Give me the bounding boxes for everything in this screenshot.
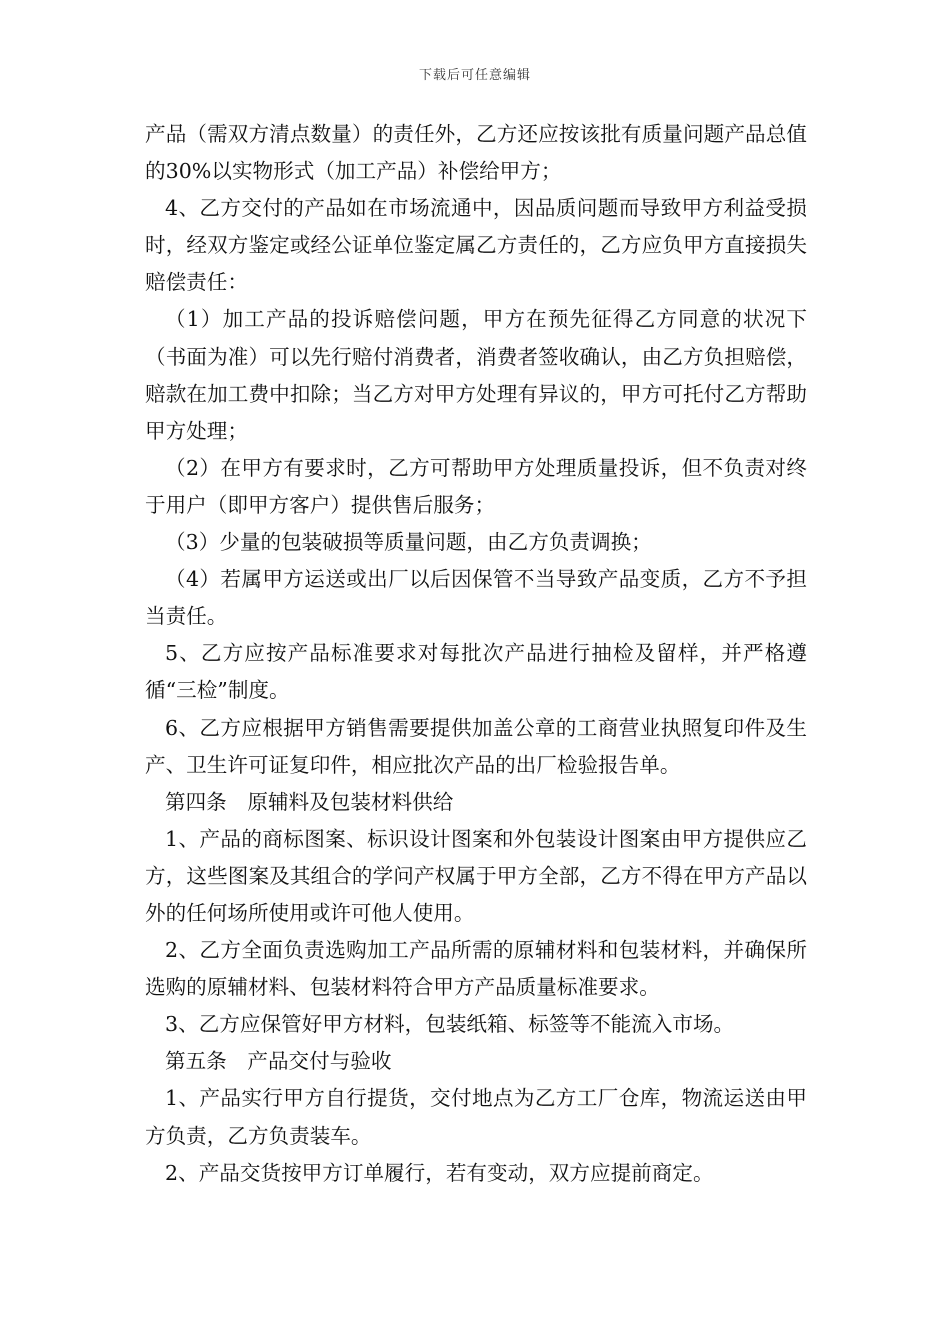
paragraph: 2、乙方全面负责选购加工产品所需的原辅材料和包装材料，并确保所选购的原辅材料、包装材料符合甲方产品质量标准要求。 <box>145 938 807 1000</box>
page-header: 下载后可任意编辑 <box>418 68 531 83</box>
paragraph: （3）少量的包装破损等质量问题，由乙方负责调换； <box>165 530 652 555</box>
section-heading: 第四条 原辅料及包装材料供给 <box>165 789 454 814</box>
paragraph: （4）若属甲方运送或出厂以后因保管不当导致产品变质，乙方不予担当责任。 <box>145 567 807 629</box>
paragraph: 3、乙方应保管好甲方材料，包装纸箱、标签等不能流入市场。 <box>165 1012 735 1037</box>
document-body <box>145 116 807 1192</box>
section-heading: 第五条 产品交付与验收 <box>165 1049 392 1074</box>
paragraph: （1）加工产品的投诉赔偿问题，甲方在预先征得乙方同意的状况下（书面为准）可以先行赔付消费者，消费者签收确认，由乙方负担赔偿，赔款在加工费中扣除；当乙方对甲方处理有异议的，甲方可托付乙方帮助甲方处理； <box>145 307 807 443</box>
paragraph: 2、产品交货按甲方订单履行，若有变动，双方应提前商定。 <box>165 1160 714 1185</box>
paragraph: 1、产品实行甲方自行提货，交付地点为乙方工厂仓库，物流运送由甲方负责，乙方负责装车。 <box>145 1086 807 1148</box>
paragraph: 5、乙方应按产品标准要求对每批次产品进行抽检及留样，并严格遵循“三检”制度。 <box>145 641 807 703</box>
paragraph: （2）在甲方有要求时，乙方可帮助甲方处理质量投诉，但不负责对终于用户（即甲方客户）提供售后服务； <box>145 455 807 517</box>
paragraph: 4、乙方交付的产品如在市场流通中，因品质问题而导致甲方利益受损时，经双方鉴定或经公证单位鉴定属乙方责任的，乙方应负甲方直接损失赔偿责任： <box>145 196 807 295</box>
paragraph: 1、产品的商标图案、标识设计图案和外包装设计图案由甲方提供应乙方，这些图案及其组合的学问产权属于甲方全部，乙方不得在甲方产品以外的任何场所使用或许可他人使用。 <box>145 826 807 925</box>
paragraph: 6、乙方应根据甲方销售需要提供加盖公章的工商营业执照复印件及生产、卫生许可证复印件，相应批次产品的出厂检验报告单。 <box>145 715 807 777</box>
paragraph: 产品（需双方清点数量）的责任外，乙方还应按该批有质量问题产品总值的30%以实物形式（加工产品）补偿给甲方； <box>145 122 807 184</box>
